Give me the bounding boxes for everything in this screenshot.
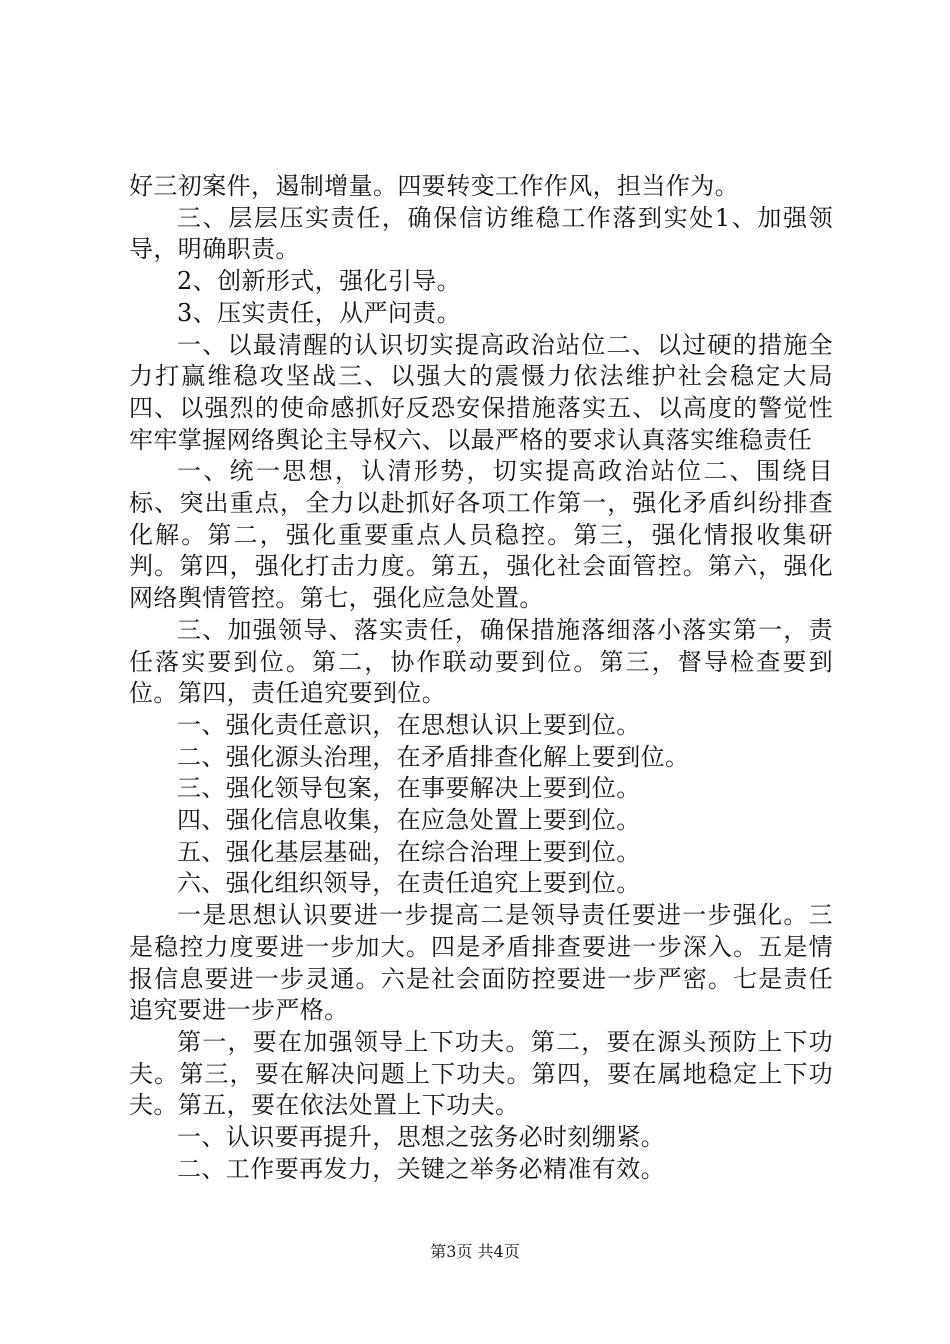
paragraph-6: 一、统一思想，认清形势，切实提高政治站位二、围绕目标、突出重点，全力以赴抓好各项工作第一，强化矛盾纠纷排查化解。第二，强化重要重点人员稳控。第三，强化情报收集研判。第四，强化打击力度。第五，强化社会面管控。第六，强化网络舆情管控。第七，强化应急处置。 bbox=[129, 457, 833, 613]
paragraph-3: 2、创新形式，强化引导。 bbox=[177, 267, 462, 296]
document-body bbox=[129, 171, 833, 1186]
paragraph-13: 六、强化组织领导，在责任追究上要到位。 bbox=[177, 869, 641, 898]
paragraph-15: 第一，要在加强领导上下功夫。第二，要在源头预防上下功夫。第三，要在解决问题上下功夫。第四，要在属地稳定上下功夫。第五，要在依法处置上下功夫。 bbox=[129, 1027, 833, 1120]
paragraph-4: 3、压实责任，从严问责。 bbox=[177, 298, 462, 327]
paragraph-1: 好三初案件，遏制增量。四要转变工作作风，担当作为。 bbox=[129, 172, 739, 200]
paragraph-14: 一是思想认识要进一步提高二是领导责任要进一步强化。三是稳控力度要进一步加大。四是矛盾排查要进一步深入。五是情报信息要进一步灵通。六是社会面防控要进一步严密。七是责任追究要进一步严格。 bbox=[129, 901, 833, 1025]
paragraph-2: 三、层层压实责任，确保信访维稳工作落到实处1、加强领导，明确职责。 bbox=[129, 203, 833, 264]
paragraph-8: 一、强化责任意识，在思想认识上要到位。 bbox=[177, 710, 641, 739]
page-footer bbox=[0, 1242, 950, 1262]
paragraph-10: 三、强化领导包案，在事要解决上要到位。 bbox=[177, 774, 641, 803]
page-number-label: 第3页 共4页 bbox=[430, 1242, 520, 1261]
paragraph-11: 四、强化信息收集，在应急处置上要到位。 bbox=[177, 806, 641, 835]
paragraph-7: 三、加强领导、落实责任，确保措施落细落小落实第一，责任落实要到位。第二，协作联动要到位。第三，督导检查要到位。第四，责任追究要到位。 bbox=[129, 615, 833, 708]
paragraph-12: 五、强化基层基础，在综合治理上要到位。 bbox=[177, 837, 641, 866]
paragraph-16: 一、认识要再提升，思想之弦务必时刻绷紧。 bbox=[177, 1123, 665, 1152]
paragraph-5: 一、以最清醒的认识切实提高政治站位二、以过硬的措施全力打赢维稳攻坚战三、以强大的震慑力依法维护社会稳定大局四、以强烈的使命感抓好反恐安保措施落实五、以高度的警觉性牢牢掌握网络舆论主导权六、以最严格的要求认真落实维稳责任 bbox=[129, 330, 833, 454]
paragraph-17: 二、工作要再发力，关键之举务必精准有效。 bbox=[177, 1154, 665, 1183]
paragraph-9: 二、强化源头治理，在矛盾排查化解上要到位。 bbox=[177, 742, 690, 771]
